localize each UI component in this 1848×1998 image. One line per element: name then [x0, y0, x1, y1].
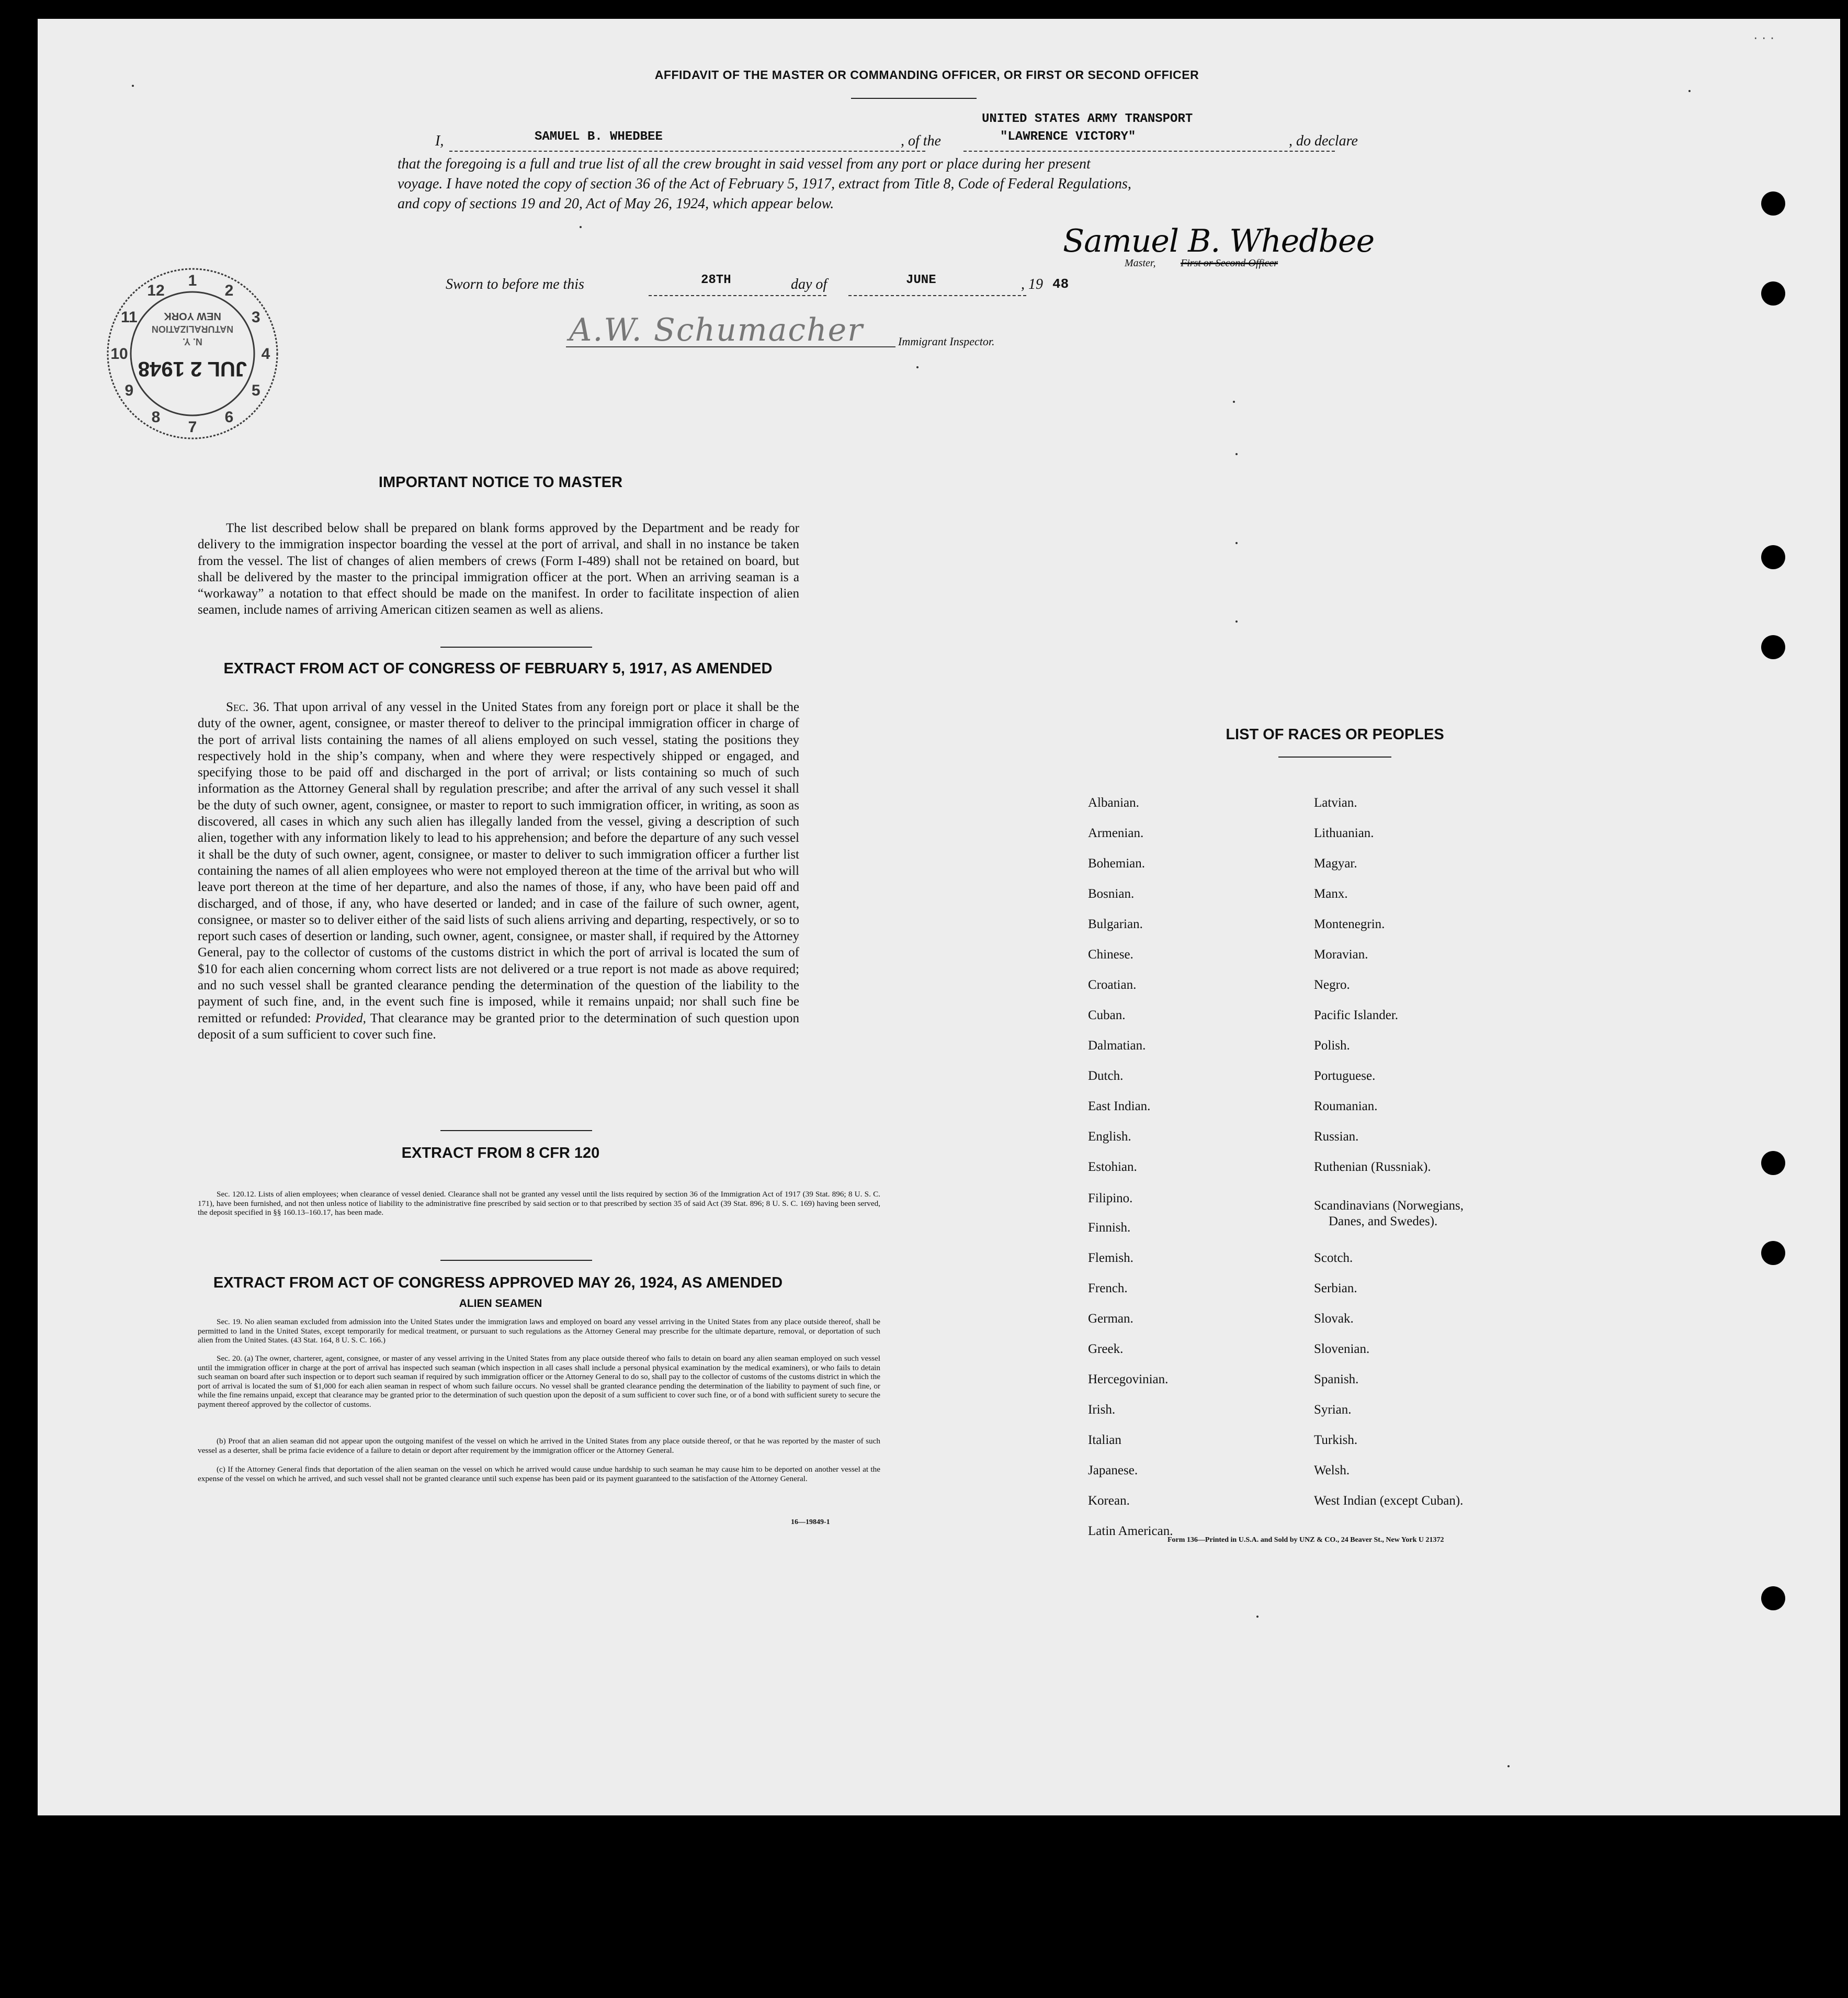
races-heading: LIST OF RACES OR PEOPLES — [1226, 726, 1444, 743]
stamp-number: 6 — [224, 409, 234, 426]
speck — [1688, 90, 1691, 92]
race-item: Bulgarian. — [1088, 917, 1143, 931]
speck — [1233, 401, 1235, 403]
cfr-rule — [440, 1260, 592, 1261]
race-item: Moravian. — [1314, 947, 1368, 962]
race-item: Flemish. — [1088, 1251, 1133, 1265]
sworn-month: JUNE — [906, 273, 936, 287]
document-page — [38, 19, 1840, 1815]
binder-hole — [1761, 635, 1785, 659]
speck — [1507, 1765, 1510, 1767]
race-item: Dalmatian. — [1088, 1038, 1146, 1053]
sec-36-label: Sec. 36. — [226, 700, 269, 714]
binder-hole — [1761, 1151, 1785, 1175]
races-rule — [1278, 757, 1391, 758]
inspection-date-stamp — [104, 265, 281, 443]
stamp-number: 11 — [120, 309, 138, 326]
stamp-date: JUL 2 1948 — [138, 357, 247, 380]
stamp-number: 12 — [147, 281, 165, 299]
sec-36-text: That upon arrival of any vessel in the United States from any foreign port or place it shall be the duty of the owner, agent, consignee, or master thereof to deliver to the principal immigration officer in charge of the port of arrival lists containing the names of all aliens employed on such vessel, stating the positions they respectively hold in the ship’s company, when and where they were respectively shipped or engaged, and specifying those to be paid off and discharged in the port of arrival; or lists containing so much of such information as the Attorney General shall by regulation prescribe; and after the arrival of any such vessel it shall be the duty of such owner, agent, consignee, or master to report to such immigration officer, in writing, as soon as discovered, all cases in which any such alien has illegally landed from the vessel, giving a description of such alien, together with any information likely to lead to his apprehension; and before the departure of any such vessel it shall be the duty of such owner, agent, consignee, or master to deliver to such immigration officer a further list containing the names of all alien employees who were not employed thereon at the time of the arrival but who will leave port thereon at the time of her departure, and also the names of those, if any, who have been paid off and discharged, and of those, if any, who have deserted or landed; and in case of the failure of such owner, agent, consignee, or master so to deliver either of the said lists of such aliens arriving and departing, respectively, or so to report such cases of desertion or landing, such owner, agent, consignee, or master shall, if required by the Attorney General, pay to the collector of customs of the customs district in which the port of arrival is located the sum of $10 for each alien concerning whom correct lists are not delivered or a true report is not made as above required; and no such vessel shall be granted clearance pending the determination of the question of the liability to the payment of such fine, and, in the event such fine is imposed, while it remains unpaid; nor shall such fine be remitted or refunded: — [198, 700, 799, 1025]
race-item: Filipino. — [1088, 1191, 1133, 1205]
race-item: East Indian. — [1088, 1099, 1151, 1113]
notice-body: The list described below shall be prepared on blank forms approved by the Department and be ready for delivery to the immigration inspector boarding the vessel at the port of arrival, and shall in no instance be taken from the vessel. The list of changes of alien members of crews (Form I-489) shall not be retained on board, but shall be delivered by the master to the principal immigration officer at the port. When an arriving seaman is a “workaway” a notation to that effect should be made on the manifest. In order to facilitate inspection of alien seamen, include names of arriving American citizen seamen as well as aliens. — [198, 521, 799, 617]
sec-20b-text: (b) Proof that an alien seaman did not appear upon the outgoing manifest of the vessel on which he arrived in the United States from any place outside thereof, or that he was reported by the master of such vessel as a deserter, shall be prima facie evidence of a failure to detain or deport after requirement by the immigration officer or the Attorney General. — [198, 1437, 880, 1455]
sworn-day-line — [649, 295, 826, 296]
stamp-number: 2 — [224, 281, 234, 299]
corner-mark: · · · — [1753, 29, 1775, 45]
race-item: Magyar. — [1314, 856, 1357, 871]
stamp-number: 5 — [251, 382, 260, 399]
vessel-type: UNITED STATES ARMY TRANSPORT — [982, 112, 1193, 126]
race-item: West Indian (except Cuban). — [1314, 1494, 1464, 1508]
race-item: Croatian. — [1088, 978, 1137, 992]
extract-1917-heading: EXTRACT FROM ACT OF CONGRESS OF FEBRUARY 5, 1917, AS AMENDED — [223, 660, 773, 677]
declaration-line-2: voyage. I have noted the copy of section 36 of the Act of February 5, 1917, extract from Title 8, Code of Federal Regulations, — [398, 176, 1131, 192]
i-label: I, — [435, 133, 444, 149]
race-item: Serbian. — [1314, 1281, 1357, 1295]
race-item: Ruthenian (Russniak). — [1314, 1160, 1431, 1174]
inspector-label: Immigrant Inspector. — [898, 335, 995, 348]
sec-20a-text: Sec. 20. (a) The owner, charterer, agent, consignee, or master of any vessel arriving in the United States from any place outside thereof who fails to detain on board any alien seaman employed on such vessel until the immigration officer in charge at the port of arrival has inspected such seaman (which inspection in all cases shall include a personal physical examination by the medical examiners), or who fails to detain such seaman on board after such inspection or to deport such seaman if required by such immigration officer or the Attorney General to do so, shall pay to the collector of customs of the customs district in which the port of arrival is located the sum of $1,000 for each alien seaman in respect of whom such failure occurs. No vessel shall be granted clearance pending the determination of the liability to payment of such fine, or while the fine remains unpaid, except that clearance may be granted prior to the determination of such question upon the deposit of a sum sufficient to cover such fine, or of a bond with sufficient surety to secure the payment thereof approved by the collector of customs. — [198, 1354, 880, 1409]
race-item: Dutch. — [1088, 1069, 1124, 1083]
master-signature: Samuel B. Whedbee — [1063, 223, 1375, 259]
stamp-number: 3 — [251, 309, 260, 326]
race-item: Slovenian. — [1314, 1342, 1370, 1356]
stamp-number: 10 — [110, 345, 128, 363]
speck — [580, 226, 582, 228]
race-item: Chinese. — [1088, 947, 1133, 962]
race-item: Turkish. — [1314, 1433, 1358, 1447]
cfr-heading: EXTRACT FROM 8 CFR 120 — [401, 1145, 600, 1161]
master-name: SAMUEL B. WHEDBEE — [535, 130, 663, 144]
sworn-label: Sworn to before me this — [446, 276, 584, 292]
race-item: Latin American. — [1088, 1524, 1173, 1538]
race-item: Slovak. — [1314, 1312, 1354, 1326]
vessel-name-line — [963, 151, 1335, 152]
stamp-text-1: NEW YORK — [164, 310, 221, 322]
binder-hole — [1761, 545, 1785, 569]
race-item: Danes, and Swedes). — [1329, 1214, 1438, 1228]
race-item: Armenian. — [1088, 826, 1144, 840]
of-the-label: , of the — [901, 133, 941, 149]
race-item: Japanese. — [1088, 1463, 1138, 1477]
race-item: Polish. — [1314, 1038, 1350, 1053]
race-item: Welsh. — [1314, 1463, 1350, 1477]
race-item: Bohemian. — [1088, 856, 1146, 871]
sec-36-text-end: That clearance may be granted prior to the determination of such question upon deposit of a sum sufficient to cover such fine. — [198, 1011, 799, 1042]
race-item: Estohian. — [1088, 1160, 1137, 1174]
speck — [1256, 1616, 1259, 1618]
speck — [916, 366, 919, 368]
inspector-signature-line — [566, 346, 895, 347]
year-prefix: , 19 — [1021, 276, 1043, 292]
race-item: French. — [1088, 1281, 1128, 1295]
sworn-month-line — [848, 295, 1026, 296]
inspector-signature: A.W. Schumacher — [569, 312, 864, 348]
binder-hole — [1761, 1241, 1785, 1265]
race-item: German. — [1088, 1312, 1133, 1326]
race-item: Lithuanian. — [1314, 826, 1374, 840]
race-item: Italian — [1088, 1433, 1121, 1447]
speck — [1235, 620, 1238, 623]
race-item: Korean. — [1088, 1494, 1130, 1508]
form-footer: Form 136—Printed in U.S.A. and Sold by UNZ & CO., 24 Beaver St., New York U 21372 — [1167, 1536, 1444, 1544]
race-item: Albanian. — [1088, 796, 1139, 810]
race-item: Syrian. — [1314, 1403, 1352, 1417]
race-item: Latvian. — [1314, 796, 1357, 810]
stamp-text-3: N. Y. — [183, 336, 202, 347]
race-item: Scotch. — [1314, 1251, 1353, 1265]
race-item: Portuguese. — [1314, 1069, 1376, 1083]
race-item: Pacific Islander. — [1314, 1008, 1399, 1022]
do-declare-label: , do declare — [1289, 133, 1358, 149]
binder-hole — [1761, 191, 1785, 216]
master-label: Master, — [1125, 257, 1156, 269]
speck — [1235, 542, 1238, 544]
race-item: Greek. — [1088, 1342, 1124, 1356]
sec-20c-text: (c) If the Attorney General finds that deportation of the alien seaman on the vessel on which he arrived would cause undue hardship to such seaman he may cause him to be deported on another vessel at the expense of the vessel on which he arrived, and such vessel shall not be granted clearance until such expense has been paid or its payment guaranteed to the satisfaction of the Attorney General. — [198, 1465, 880, 1483]
race-item: Negro. — [1314, 978, 1350, 992]
race-item: Spanish. — [1314, 1372, 1359, 1386]
alien-seamen-subheading: ALIEN SEAMEN — [459, 1297, 542, 1310]
declaration-line-3: and copy of sections 19 and 20, Act of May 26, 1924, which appear below. — [398, 196, 834, 212]
provided-label: Provided, — [315, 1011, 366, 1025]
master-name-line — [449, 151, 925, 152]
sworn-day: 28TH — [701, 273, 731, 287]
speck — [132, 85, 134, 87]
sec-19-text: Sec. 19. No alien seaman excluded from admission into the United States under the immigration laws and employed on board any vessel arriving in the United States from any place outside thereof, shall be permitted to land in the United States, except temporarily for medical treatment, or pursuant to such regulations as the Attorney General may prescribe for the ultimate departure, removal, or deportation of such alien from the United States. (43 Stat. 164, 8 U. S. C. 166.) — [198, 1317, 880, 1345]
race-item: Finnish. — [1088, 1221, 1131, 1235]
race-item: English. — [1088, 1130, 1131, 1144]
extract-1924-heading: EXTRACT FROM ACT OF CONGRESS APPROVED MAY 26, 1924, AS AMENDED — [213, 1274, 783, 1291]
vessel-name: "LAWRENCE VICTORY" — [1000, 130, 1136, 144]
year-suffix: 48 — [1052, 276, 1069, 292]
binder-hole — [1761, 1586, 1785, 1610]
title-rule — [851, 98, 977, 99]
affidavit-title: AFFIDAVIT OF THE MASTER OR COMMANDING OFFICER, OR FIRST OR SECOND OFFICER — [654, 68, 1199, 82]
stamp-text-2: NATURALIZATION — [151, 324, 234, 334]
race-item: Hercegovinian. — [1088, 1372, 1169, 1386]
extract-1917-body — [198, 699, 799, 1043]
notice-heading: IMPORTANT NOTICE TO MASTER — [378, 474, 623, 491]
notice-rule — [440, 647, 592, 648]
extract-1917-rule — [440, 1130, 592, 1131]
speck — [1235, 453, 1238, 455]
stamp-number: 9 — [124, 382, 134, 399]
race-item: Scandinavians (Norwegians, — [1314, 1199, 1464, 1213]
day-of-label: day of — [791, 276, 827, 292]
cfr-body: Sec. 120.12. Lists of alien employees; when clearance of vessel denied. Clearance shall not be granted any vessel until the lists required by section 36 of the Immigration Act of 1917 (39 Stat. 896; 8 U. S. C. 171), have been furnished, and not then unless notice of liability to the administrative fine prescribed by said section or to that prescribed by section 35 of said Act (39 Stat. 896; 8 U. S. C. 169) having been served, the deposit specified in §§ 160.13–160.17, has been made. — [198, 1190, 880, 1217]
stamp-number: 8 — [151, 409, 161, 426]
race-item: Manx. — [1314, 887, 1348, 901]
race-item: Bosnian. — [1088, 887, 1135, 901]
stamp-number: 7 — [188, 419, 197, 436]
race-item: Irish. — [1088, 1403, 1116, 1417]
master-label-struck: First or Second Officer — [1181, 257, 1278, 269]
race-item: Cuban. — [1088, 1008, 1126, 1022]
form-code: 16—19849-1 — [791, 1518, 830, 1526]
race-item: Montenegrin. — [1314, 917, 1385, 931]
stamp-graphic — [104, 265, 281, 443]
stamp-number: 4 — [261, 345, 270, 363]
binder-hole — [1761, 281, 1785, 306]
declaration-line-1: that the foregoing is a full and true list of all the crew brought in said vessel from any port or place during her present — [398, 156, 1091, 172]
race-item: Roumanian. — [1314, 1099, 1378, 1113]
stamp-number: 1 — [188, 272, 197, 289]
race-item: Russian. — [1314, 1130, 1359, 1144]
